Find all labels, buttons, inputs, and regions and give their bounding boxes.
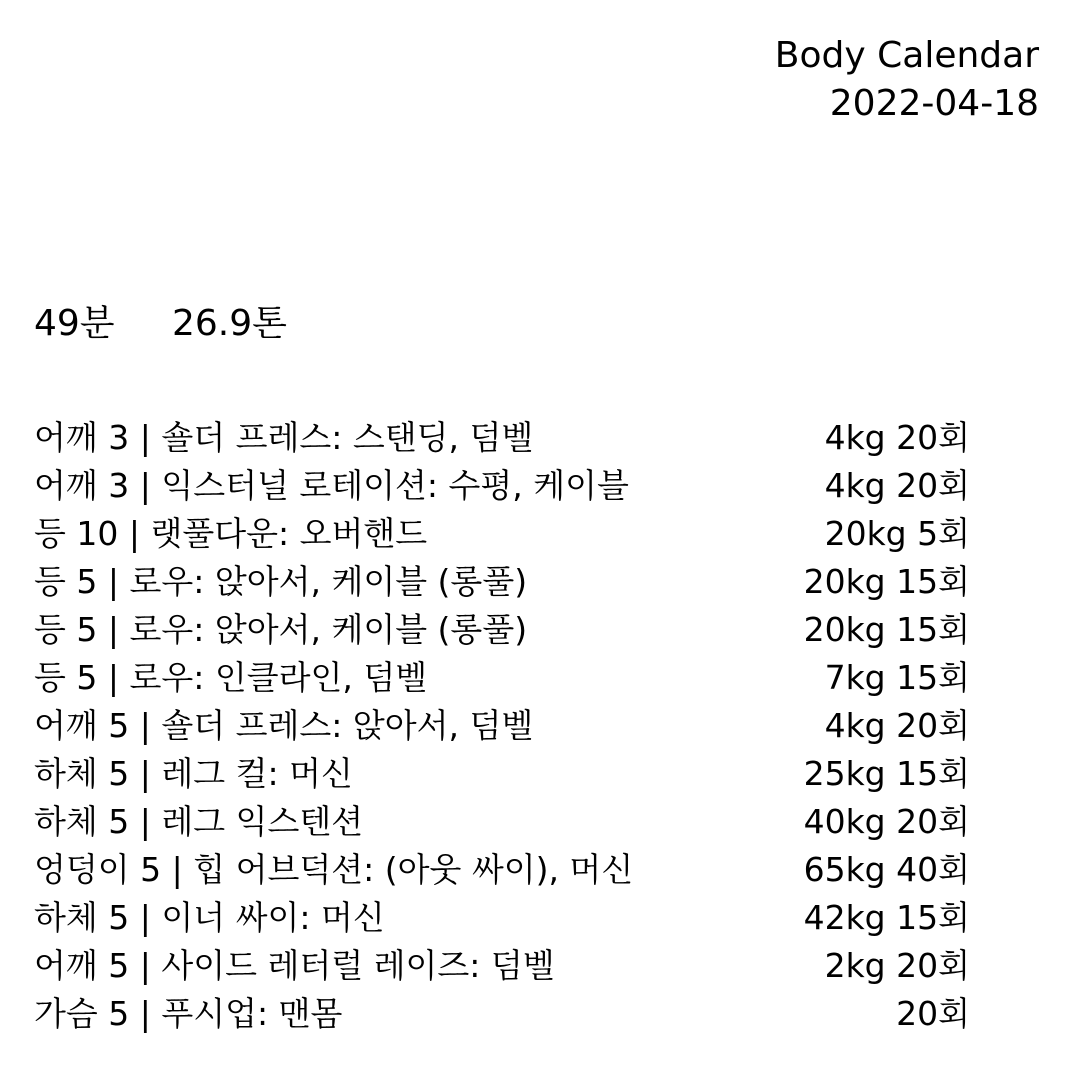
exercise-label: 어깨 5 | 숄더 프레스: 앉아서, 덤벨 [34,706,534,745]
workout-list [34,414,970,1038]
set-result: 7kg 15회 [824,658,970,697]
workout-row [34,606,970,654]
set-result: 20kg 15회 [803,562,970,601]
header [775,32,1039,128]
total-volume-value: 26.9톤 [172,303,287,344]
exercise-label: 하체 5 | 이너 싸이: 머신 [34,898,385,937]
workout-row [34,846,970,894]
set-result: 40kg 20회 [803,802,970,841]
workout-row [34,798,970,846]
exercise-label: 가슴 5 | 푸시업: 맨몸 [34,994,343,1033]
workout-row [34,942,970,990]
workout-row [34,894,970,942]
workout-row [34,510,970,558]
workout-summary [34,300,287,348]
workout-row [34,462,970,510]
exercise-label: 엉덩이 5 | 힙 어브덕션: (아웃 싸이), 머신 [34,850,634,889]
exercise-label: 등 10 | 랫풀다운: 오버핸드 [34,514,428,553]
exercise-label: 등 5 | 로우: 앉아서, 케이블 (롱풀) [34,562,528,601]
set-result: 4kg 20회 [824,706,970,745]
exercise-label: 하체 5 | 레그 익스텐션 [34,802,364,841]
workout-row [34,414,970,462]
set-result: 20kg 15회 [803,610,970,649]
exercise-label: 어깨 3 | 익스터널 로테이션: 수평, 케이블 [34,466,629,505]
exercise-label: 어깨 5 | 사이드 레터럴 레이즈: 덤벨 [34,946,555,985]
workout-row [34,750,970,798]
workout-row [34,654,970,702]
workout-row [34,702,970,750]
workout-row [34,558,970,606]
workout-row [34,990,970,1038]
set-result: 4kg 20회 [824,418,970,457]
exercise-label: 하체 5 | 레그 컬: 머신 [34,754,353,793]
exercise-label: 등 5 | 로우: 인클라인, 덤벨 [34,658,428,697]
duration-value: 49분 [34,303,115,344]
set-result: 42kg 15회 [803,898,970,937]
set-result: 20kg 5회 [824,514,970,553]
workout-date: 2022-04-18 [829,83,1039,124]
app-title: Body Calendar [774,35,1039,76]
exercise-label: 어깨 3 | 숄더 프레스: 스탠딩, 덤벨 [34,418,534,457]
set-result: 4kg 20회 [824,466,970,505]
exercise-label: 등 5 | 로우: 앉아서, 케이블 (롱풀) [34,610,528,649]
set-result: 25kg 15회 [803,754,970,793]
set-result: 65kg 40회 [803,850,970,889]
set-result: 2kg 20회 [824,946,970,985]
set-result: 20회 [896,994,970,1033]
